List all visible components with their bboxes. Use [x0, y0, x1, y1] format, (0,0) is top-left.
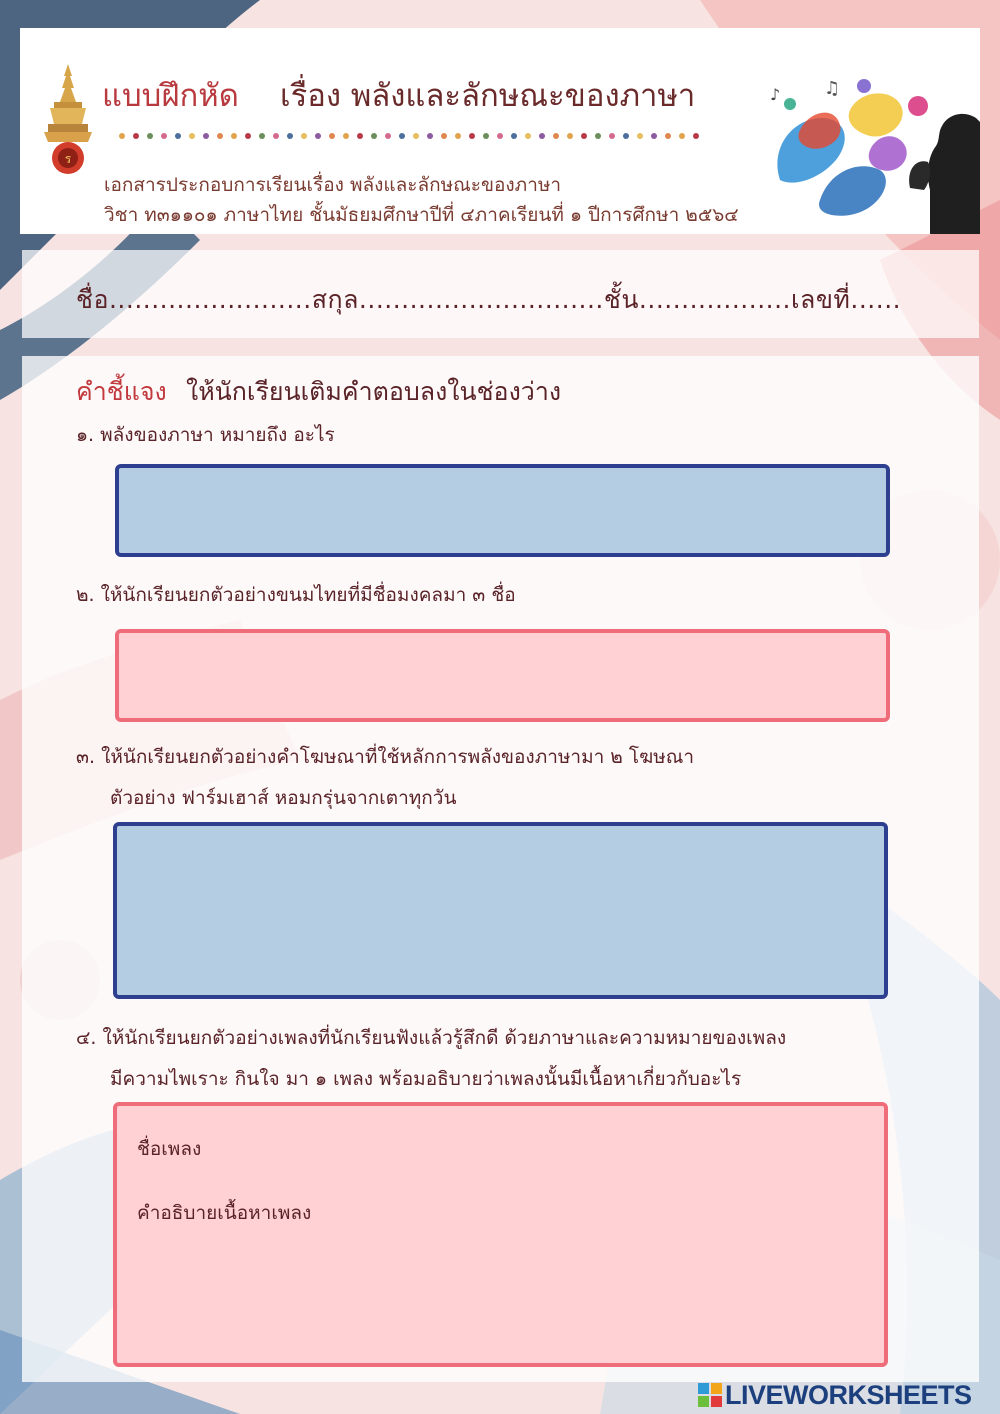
liveworksheets-logo-icon [698, 1383, 722, 1407]
song-description-label: คำอธิบายเนื้อหาเพลง [137, 1202, 312, 1224]
question-2: ๒. ให้นักเรียนยกตัวอย่างขนมไทยที่มีชื่อมงคลมา ๓ ชื่อ [76, 584, 516, 606]
question-1: ๑. พลังของภาษา หมายถึง อะไร [76, 424, 335, 446]
answer-box-4[interactable] [113, 1102, 888, 1367]
worksheet-subtitle-topic: เอกสารประกอบการเรียนเรื่อง พลังและลักษณะของภาษา [104, 174, 562, 196]
instructions-label: คำชี้แจง [76, 377, 167, 406]
answer-box-2[interactable] [115, 629, 890, 722]
svg-text:♫: ♫ [824, 78, 841, 99]
question-4-continued: มีความไพเราะ กินใจ มา ๑ เพลง พร้อมอธิบายว่าเพลงนั้นมีเนื้อหาเกี่ยวกับอะไร [110, 1068, 742, 1090]
question-4: ๔. ให้นักเรียนยกตัวอย่างเพลงที่นักเรียนฟังแล้วรู้สึกดี ด้วยภาษาและความหมายของเพลง [76, 1027, 787, 1049]
liveworksheets-text: LIVEWORKSHEETS [725, 1379, 972, 1410]
worksheet-subtitle-course: วิชา ท๓๑๑๐๑ ภาษาไทย ชั้นมัธยมศึกษาปีที่ ๔ภาคเรียนที่ ๑ ปีการศึกษา ๒๕๖๔ [104, 204, 739, 226]
speaking-silhouette-art-icon [760, 70, 980, 234]
student-info-fields[interactable]: ชื่อ........................สกุล.............................ชั้น..................เลขที่...... [76, 285, 902, 314]
question-3-example: ตัวอย่าง ฟาร์มเฮาส์ หอมกรุ่นจากเตาทุกวัน [110, 787, 457, 809]
answer-box-3[interactable] [113, 822, 888, 999]
instructions-text: ให้นักเรียนเติมคำตอบลงในช่องว่าง [186, 377, 562, 406]
liveworksheets-branding[interactable] [698, 1378, 972, 1412]
song-name-label: ชื่อเพลง [137, 1138, 202, 1160]
svg-text:ร: ร [64, 152, 72, 166]
worksheet-title-prefix: แบบฝึกหัด [102, 78, 239, 114]
question-3: ๓. ให้นักเรียนยกตัวอย่างคำโฆษณาที่ใช้หลักการพลังของภาษามา ๒ โฆษณา [76, 746, 695, 768]
decorative-dot-divider [118, 130, 708, 142]
answer-box-1[interactable] [115, 464, 890, 557]
royal-crown-emblem-icon [40, 62, 96, 176]
worksheet-title: เรื่อง พลังและลักษณะของภาษา [280, 78, 696, 114]
svg-text:♪: ♪ [770, 85, 781, 104]
